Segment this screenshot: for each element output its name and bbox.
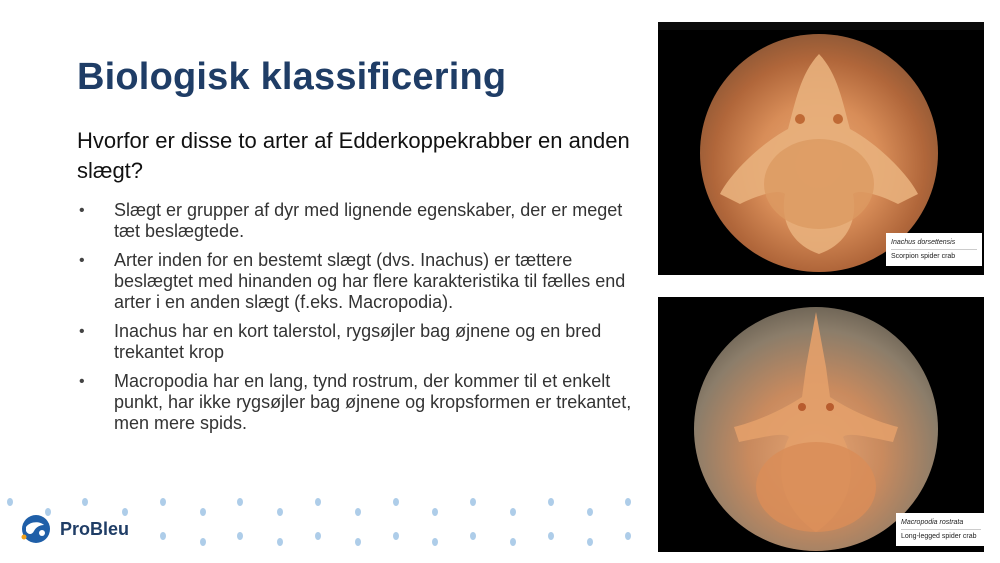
species-label — [896, 513, 984, 546]
probleu-logo-icon — [18, 513, 54, 545]
bullet-item: • Inachus har en kort talerstol, rygsøjler bag øjnene og en bred trekantet krop — [77, 321, 647, 363]
bullet-item: • Slægt er grupper af dyr med lignende egenskaber, der er meget tæt beslægtede. — [77, 200, 647, 242]
common-name: Scorpion spider crab — [891, 253, 956, 260]
slide-subtitle: Hvorfor er disse to arter af Edderkoppekrabber en anden slægt? — [77, 128, 630, 183]
slide-title: Biologisk klassificering — [77, 56, 507, 98]
probleu-logo — [18, 513, 129, 545]
scientific-name: Inachus dorsettensis — [891, 236, 977, 250]
photo-top-bar — [658, 22, 984, 30]
common-name: Long-legged spider crab — [901, 533, 977, 540]
bullet-item: • Arter inden for en bestemt slægt (dvs. Inachus) er tættere beslægtet med hinanden og har flere karakteristika til fælles end arter i en anden slægt (f.eks. Macropodia). — [77, 250, 647, 313]
species-label — [886, 233, 982, 266]
crab-photo-macropodia — [658, 297, 984, 552]
scientific-name: Macropodia rostrata — [901, 516, 981, 530]
bullet-item: • Macropodia har en lang, tynd rostrum, der kommer til et enkelt punkt, har ikke rygsøjler bag øjnene og kropsformen er trekantet, men mere spids. — [77, 371, 647, 434]
bullet-list — [77, 200, 647, 442]
logo-text: ProBleu — [60, 518, 130, 539]
crab-photo-inachus — [658, 22, 984, 275]
